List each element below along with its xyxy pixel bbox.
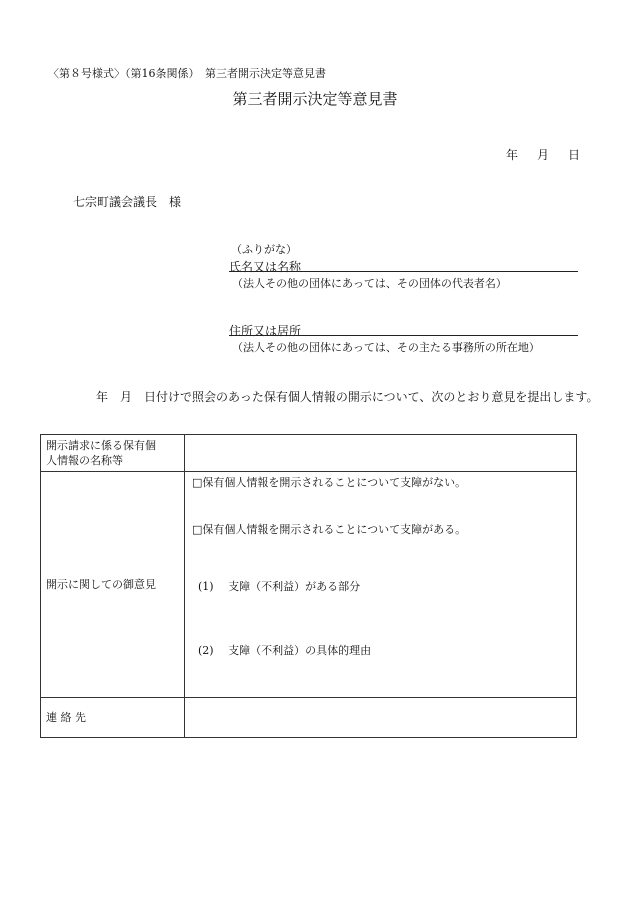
item-affected-part: (1) 支障（不利益）がある部分	[198, 580, 361, 593]
contact-label	[41, 698, 185, 738]
table-row	[41, 698, 577, 738]
info-name-label	[41, 435, 185, 472]
opinion-field[interactable]	[185, 472, 577, 698]
name-underline[interactable]	[229, 271, 578, 272]
item-specific-reason: (2) 支障（不利益）の具体的理由	[198, 644, 372, 657]
contact-label-text: 連 絡 先	[46, 711, 86, 724]
furigana-label: （ふりがな）	[231, 243, 297, 256]
page-title: 第三者開示決定等意見書	[232, 90, 398, 108]
contact-field[interactable]	[185, 698, 577, 738]
opinion-label	[41, 472, 185, 698]
name-note: （法人その他の団体にあっては、その団体の代表者名）	[232, 277, 507, 290]
intro-text: 年 月 日付けで照会のあった保有個人情報の開示について、次のとおり意見を提出します。	[96, 390, 599, 404]
date-month: 月	[537, 148, 550, 162]
opinion-label-text: 開示に関しての御意見	[46, 578, 156, 591]
option-hindrance[interactable]: □保有個人情報を開示されることについて支障がある。	[192, 523, 467, 536]
opinion-table	[40, 434, 577, 738]
info-name-label-line2: 人情報の名称等	[46, 454, 123, 467]
address-note: （法人その他の団体にあっては、その主たる事務所の所在地）	[232, 341, 540, 354]
name-label: 氏名又は名称	[229, 260, 302, 274]
option-no-hindrance[interactable]: □保有個人情報を開示されることについて支障がない。	[192, 476, 467, 489]
form-reference: 〈第８号様式〉（第16条関係） 第三者開示決定等意見書	[48, 67, 326, 80]
address-underline[interactable]	[229, 335, 578, 336]
info-name-field[interactable]	[185, 435, 577, 472]
table-row	[41, 435, 577, 472]
date-day: 日	[568, 148, 581, 162]
table-row	[41, 472, 577, 698]
info-name-label-line1: 開示請求に係る保有個	[46, 439, 156, 452]
date-year: 年	[506, 148, 519, 162]
addressee: 七宗町議会議長 様	[73, 195, 182, 209]
address-label: 住所又は居所	[229, 324, 302, 338]
